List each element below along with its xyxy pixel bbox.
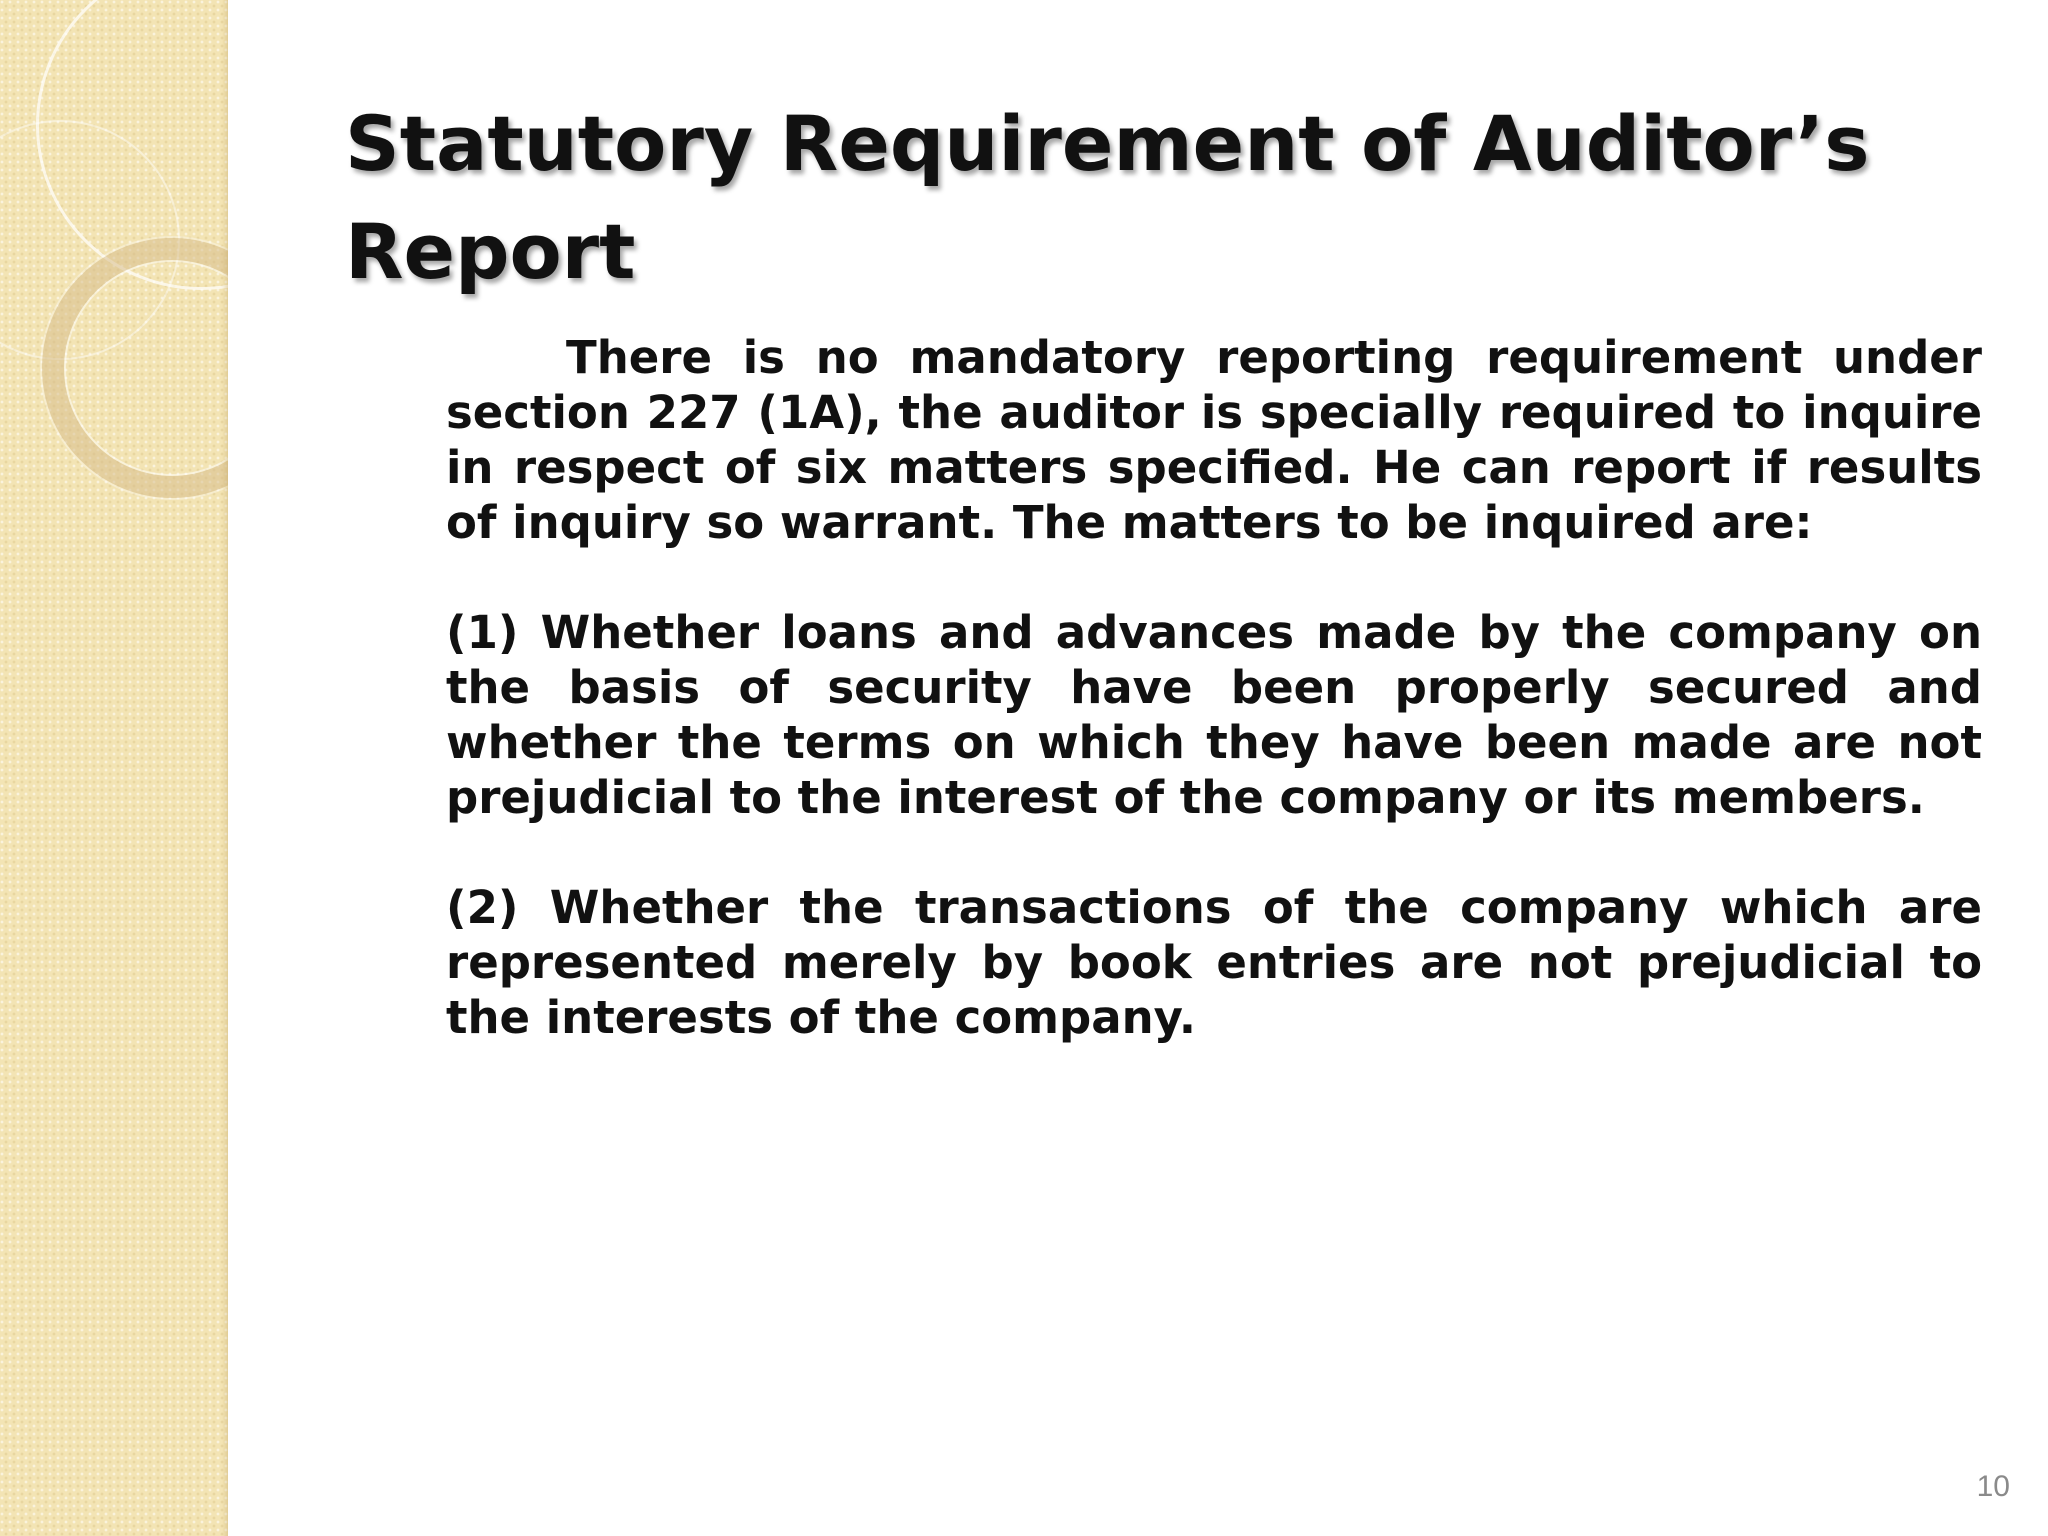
decorative-side-panel bbox=[0, 0, 228, 1536]
matter-item-2: (2) Whether the transactions of the company which are represented merely by book entries are not prejudicial to the interests of the company. bbox=[446, 881, 1982, 1044]
page-number: 10 bbox=[1976, 1470, 2010, 1503]
slide-title: Statutory Requirement of Auditor’s Report bbox=[345, 99, 1870, 296]
slide-body bbox=[446, 330, 1982, 1100]
matter-item-1: (1) Whether loans and advances made by the company on the basis of security have been properly secured and whether the terms on which they have been made are not prejudicial to the interest of the company or its members. bbox=[446, 606, 1982, 824]
intro-paragraph: There is no mandatory reporting requirement under section 227 (1A), the auditor is specially required to inquire in respect of six matters specified. He can report if results of inquiry so warrant. The matters to be inquired are: bbox=[446, 331, 1982, 549]
